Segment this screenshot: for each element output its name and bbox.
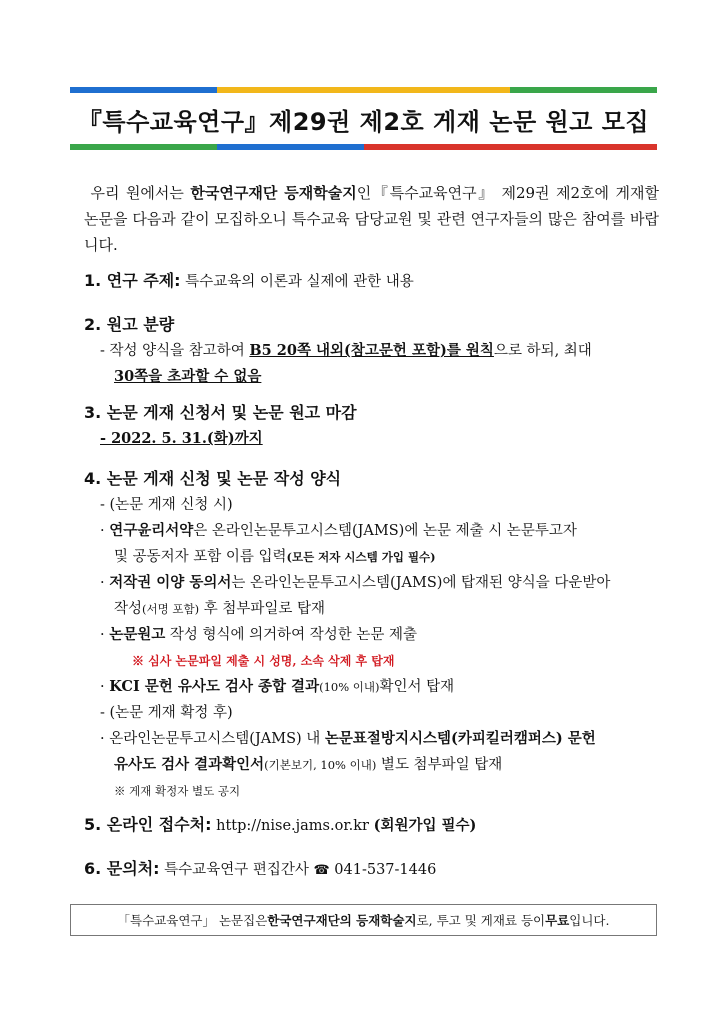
red-warning-note: ※ 심사 논문파일 제출 시 성명, 소속 삭제 후 탑재	[132, 654, 395, 668]
confirmed-note: ※ 게재 확정자 별도 공지	[114, 784, 241, 798]
list-item: · 온라인논문투고시스템(JAMS) 내 논문표절방지시스템(카피킬러캠퍼스) 문헌	[100, 730, 596, 747]
section-topic: 1. 연구 주제: 특수교육의 이론과 실제에 관한 내용	[84, 271, 414, 290]
section-length: 2. 원고 분량 - 작성 양식을 참고하여 B5 20쪽 내외(참고문헌 포함)를 원칙으로 하되, 최대 30쪽을 초과할 수 없음	[84, 312, 664, 390]
section-deadline: 3. 논문 게재 신청서 및 논문 원고 마감 - 2022. 5. 31.(화)까지	[84, 400, 664, 452]
section-online-head: 5. 온라인 접수처:	[84, 815, 212, 834]
footer-notice: 「특수교육연구」 논문집은 한국연구재단의 등재학술지 로, 투고 및 게재료 등이 무료 입니다.	[70, 904, 657, 936]
section-deadline-head: 3. 논문 게재 신청서 및 논문 원고 마감	[84, 403, 357, 422]
intro-paragraph: 우리 원에서는 한국연구재단 등재학술지인『특수교육연구』 제29권 제2호에 게재할 논문을 다음과 같이 모집하오니 특수교육 담당교원 및 관련 연구자들의 많은 참여를 바랍니다.	[84, 184, 659, 254]
jams-link[interactable]: http://nise.jams.or.kr	[211, 818, 374, 834]
phone-icon: ☎	[313, 863, 330, 878]
list-item: · KCI 문헌 유사도 검사 종합 결과(10% 이내)확인서 탑재	[100, 678, 455, 695]
list-item: · 연구윤리서약은 온라인논문투고시스템(JAMS)에 논문 제출 시 논문투고자	[100, 522, 577, 539]
page-title: 『특수교육연구』제29권 제2호 게재 논문 원고 모집	[77, 107, 650, 136]
list-item: · 저작권 이양 동의서는 온라인논문투고시스템(JAMS)에 탑재된 양식을 다운받아	[100, 574, 611, 591]
title-bottom-color-bar	[70, 144, 657, 150]
section-contact: 6. 문의처: 특수교육연구 편집간사 ☎ 041-537-1446	[84, 859, 437, 878]
section-length-head: 2. 원고 분량	[84, 315, 175, 334]
section-topic-head: 1. 연구 주제:	[84, 271, 181, 290]
section-format: 4. 논문 게재 신청 및 논문 작성 양식 - (논문 게재 신청 시) · 연구윤리서약은 온라인논문투고시스템(JAMS)에 논문 제출 시 논문투고자 및 공동저자 포함 이름 입력(모든 저자 시스템 가입 필수) · 저작권 이양 동의서는 온라인논문투고시스템(JAMS)에 탑재된 양식을 다운받아 작성(서명 포함) 후 첨부파일로 탑재 · 논문원고 작성 형식에 의거하여 작성한 논문 제출 ※ 심사 논문파일 제출 시 성명, 소속 삭제 후 탑재 · KCI 문헌 유사도 검사 종합 결과(10% 이내)확인서 탑재 - (논문 게재 확정 후) · 온라인논문투고시스템(JAMS) 내 논문표절방지시스템(카피킬러캠퍼스) 문헌 유사도 검사 결과확인서(기본보기, 10% 이내) 별도 첨부파일 탑재 ※ 게재 확정자 별도 공지	[84, 466, 664, 804]
section-online: 5. 온라인 접수처: http://nise.jams.or.kr (회원가입 필수)	[84, 815, 477, 834]
title-top-color-bar	[70, 87, 657, 93]
format-submit-label: - (논문 게재 신청 시)	[100, 497, 233, 513]
format-confirmed-label: - (논문 게재 확정 후)	[100, 705, 233, 721]
list-item: · 논문원고 작성 형식에 의거하여 작성한 논문 제출	[100, 626, 418, 643]
section-contact-head: 6. 문의처:	[84, 859, 160, 878]
section-format-head: 4. 논문 게재 신청 및 논문 작성 양식	[84, 469, 342, 488]
